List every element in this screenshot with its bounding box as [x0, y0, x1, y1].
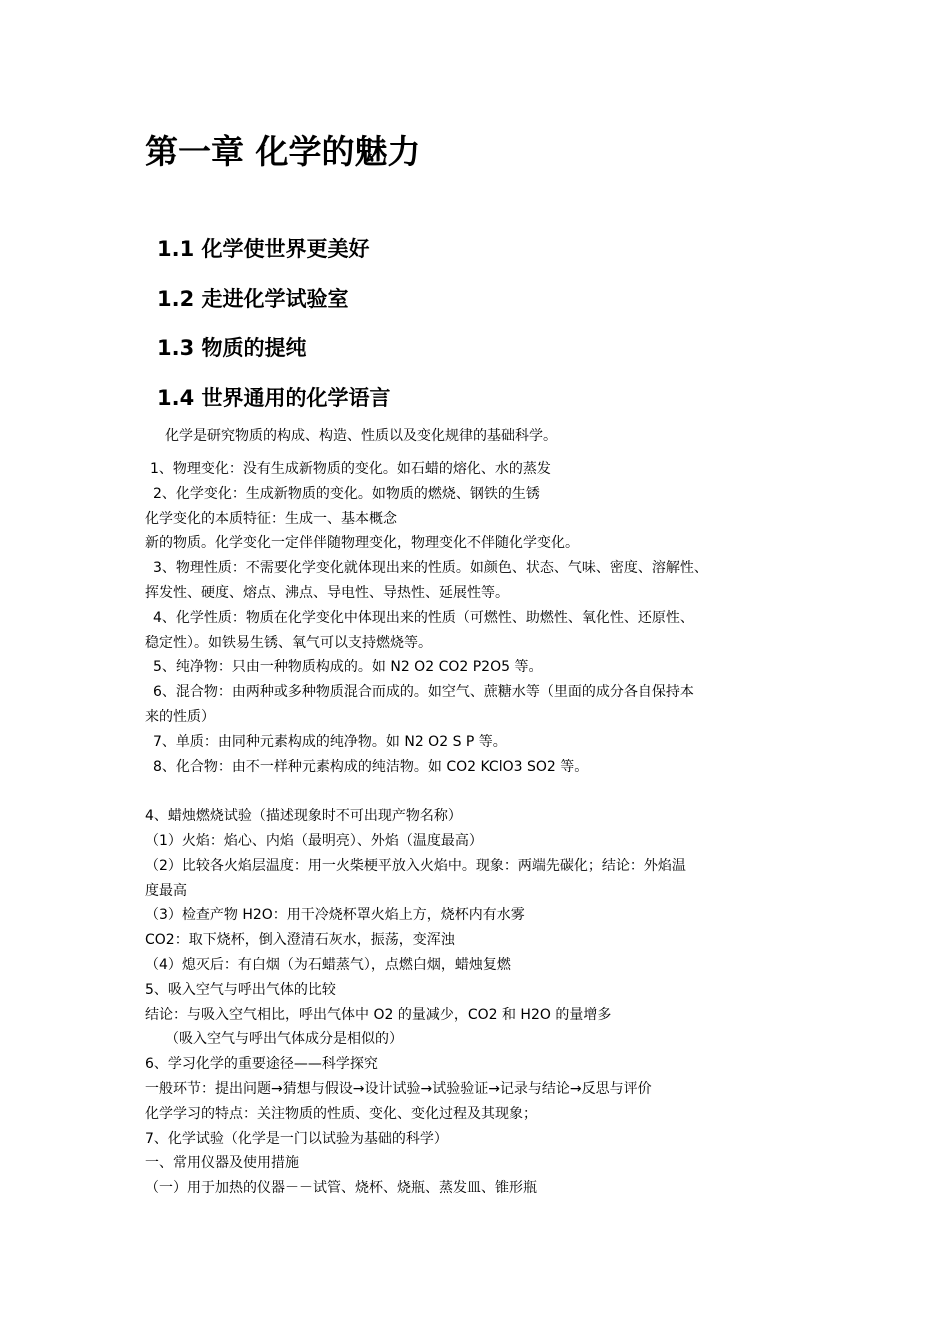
text-line: （1）火焰：焰心、内焰（最明亮）、外焰（温度最高） — [145, 832, 483, 849]
text-line: （一）用于加热的仪器－－试管、烧杯、烧瓶、蒸发皿、锥形瓶 — [145, 1180, 537, 1197]
text-line: 化学变化的本质特征：生成一、基本概念 — [145, 510, 397, 527]
text-line: 6、学习化学的重要途径——科学探究 — [145, 1056, 378, 1073]
section-heading: 1.4 世界通用的化学语言 — [157, 385, 391, 410]
body-text — [145, 423, 845, 1201]
text-line: 3、物理性质：不需要化学变化就体现出来的性质。如颜色、状态、气味、密度、溶解性、 — [153, 560, 708, 577]
text-line: 来的性质） — [145, 708, 215, 725]
text-line: 1、物理变化：没有生成新物质的变化。如石蜡的熔化、水的蒸发 — [150, 461, 551, 477]
text-line: 新的物质。化学变化一定伴伴随物理变化，物理变化不伴随化学变化。 — [145, 535, 579, 552]
text-line: 稳定性）。如铁易生锈、氧气可以支持燃烧等。 — [145, 634, 432, 651]
text-line: 4、蜡烛燃烧试验（描述现象时不可出现产物名称） — [145, 808, 462, 825]
section-heading: 1.1 化学使世界更美好 — [157, 237, 370, 261]
text-line: 2、化学变化：生成新物质的变化。如物质的燃烧、钢铁的生锈 — [153, 485, 540, 502]
text-line: 挥发性、硬度、熔点、沸点、导电性、导热性、延展性等。 — [145, 584, 509, 601]
text-line: 化学学习的特点：关注物质的性质、变化、变化过程及其现象； — [145, 1105, 537, 1122]
text-line: （吸入空气与呼出气体成分是相似的） — [165, 1031, 403, 1048]
text-line: 一般环节：提出问题→猜想与假设→设计试验→试验验证→记录与结论→反思与评价 — [145, 1080, 652, 1097]
chapter-title: 第一章 化学的魅力 — [145, 132, 421, 171]
text-line: 度最高 — [145, 882, 187, 899]
text-line: 5、吸入空气与呼出气体的比较 — [145, 981, 336, 998]
text-line: 一、常用仪器及使用措施 — [145, 1155, 299, 1172]
text-line: （2）比较各火焰层温度：用一火柴梗平放入火焰中。现象：两端先碳化；结论：外焰温 — [145, 857, 686, 874]
text-line: CO2：取下烧杯，倒入澄清石灰水，振荡，变浑浊 — [145, 932, 455, 949]
section-heading: 1.2 走进化学试验室 — [157, 286, 349, 311]
text-line: 7、单质：由同种元素构成的纯净物。如 N2 O2 S P 等。 — [153, 733, 507, 750]
text-line: （4）熄灭后：有白烟（为石蜡蒸气），点燃白烟，蜡烛复燃 — [145, 956, 511, 973]
intro-paragraph: 化学是研究物质的构成、构造、性质以及变化规律的基础科学。 — [165, 428, 557, 444]
section-heading: 1.3 物质的提纯 — [157, 336, 307, 360]
text-line: 7、化学试验（化学是一门以试验为基础的科学） — [145, 1130, 448, 1147]
text-line: 5、纯净物：只由一种物质构成的。如 N2 O2 CO2 P2O5 等。 — [153, 659, 543, 676]
text-line: 结论：与吸入空气相比，呼出气体中 O2 的量减少，CO2 和 H2O 的量增多 — [145, 1006, 612, 1023]
text-line: （3）检查产物 H2O：用干冷烧杯罩火焰上方，烧杯内有水雾 — [145, 907, 525, 924]
section-list — [157, 230, 391, 428]
text-line: 6、混合物：由两种或多种物质混合而成的。如空气、蔗糖水等（里面的成分各自保持本 — [153, 684, 694, 701]
text-line: 4、化学性质：物质在化学变化中体现出来的性质（可燃性、助燃性、氧化性、还原性、 — [153, 609, 694, 626]
text-line: 8、化合物：由不一样种元素构成的纯洁物。如 CO2 KClO3 SO2 等。 — [153, 758, 589, 775]
blank-line — [145, 779, 845, 804]
